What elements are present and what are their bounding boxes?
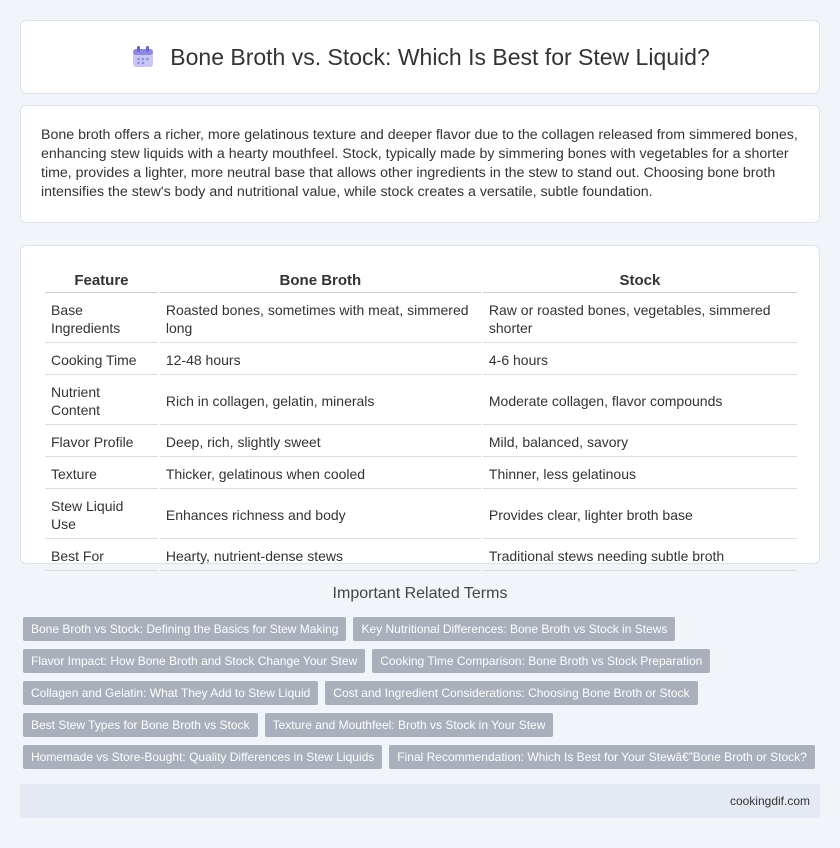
header-bone-broth: Bone Broth — [160, 268, 481, 293]
tag-row — [23, 713, 823, 737]
table-cell: 4-6 hours — [483, 345, 797, 375]
table-cell: 12-48 hours — [160, 345, 481, 375]
table-cell: Texture — [45, 459, 158, 489]
table-row — [45, 377, 797, 425]
tag-row — [23, 681, 823, 705]
header-feature: Feature — [45, 268, 158, 293]
header-stock: Stock — [483, 268, 797, 293]
related-term-link[interactable]: Flavor Impact: How Bone Broth and Stock Change Your Stew — [23, 649, 365, 673]
table-row — [45, 427, 797, 457]
calendar-icon — [130, 44, 156, 70]
table-cell: Nutrient Content — [45, 377, 158, 425]
related-terms-list — [23, 617, 823, 777]
table-row — [45, 345, 797, 375]
table-row — [45, 295, 797, 343]
related-terms-title: Important Related Terms — [332, 585, 508, 602]
tag-row — [23, 617, 823, 641]
table-cell: Thicker, gelatinous when cooled — [160, 459, 481, 489]
table-cell: Roasted bones, sometimes with meat, simmered long — [160, 295, 481, 343]
table-cell: Base Ingredients — [45, 295, 158, 343]
related-term-link[interactable]: Bone Broth vs Stock: Defining the Basics for Stew Making — [23, 617, 346, 641]
table-cell: Rich in collagen, gelatin, minerals — [160, 377, 481, 425]
related-term-link[interactable]: Homemade vs Store-Bought: Quality Differences in Stew Liquids — [23, 745, 382, 769]
related-term-link[interactable]: Texture and Mouthfeel: Broth vs Stock in Your Stew — [265, 713, 554, 737]
table-cell: Best For — [45, 541, 158, 571]
comparison-table-card — [20, 245, 820, 564]
table-cell: Stew Liquid Use — [45, 491, 158, 539]
title-card — [20, 20, 820, 94]
table-cell: Deep, rich, slightly sweet — [160, 427, 481, 457]
related-term-link[interactable]: Cost and Ingredient Considerations: Choosing Bone Broth or Stock — [325, 681, 697, 705]
table-row — [45, 459, 797, 489]
table-row — [45, 491, 797, 539]
related-term-link[interactable]: Collagen and Gelatin: What They Add to Stew Liquid — [23, 681, 318, 705]
table-row — [45, 541, 797, 571]
intro-card — [20, 105, 820, 223]
table-cell: Provides clear, lighter broth base — [483, 491, 797, 539]
table-cell: Enhances richness and body — [160, 491, 481, 539]
tag-row — [23, 649, 823, 673]
related-term-link[interactable]: Final Recommendation: Which Is Best for Your Stewâ€”Bone Broth or Stock? — [389, 745, 815, 769]
table-cell: Hearty, nutrient-dense stews — [160, 541, 481, 571]
table-cell: Flavor Profile — [45, 427, 158, 457]
related-term-link[interactable]: Key Nutritional Differences: Bone Broth vs Stock in Stews — [353, 617, 675, 641]
table-cell: Mild, balanced, savory — [483, 427, 797, 457]
intro-text: Bone broth offers a richer, more gelatinous texture and deeper flavor due to the collagen released from simmered bones, enhancing stew liquids with a hearty mouthfeel. Stock, typically made by simmering bones with vegetables for a shorter time, provides a lighter, more neutral base that allows other ingredients in the stew to stand out. Choosing bone broth intensifies the stew's body and nutritional value, while stock creates a versatile, subtle foundation. — [41, 127, 798, 200]
comparison-table — [43, 266, 799, 573]
footer-site: cookingdif.com — [729, 794, 810, 808]
table-cell: Cooking Time — [45, 345, 158, 375]
page-title: Bone Broth vs. Stock: Which Is Best for Stew Liquid? — [170, 43, 710, 70]
tag-row — [23, 745, 823, 769]
table-header-row — [45, 268, 797, 293]
table-cell: Traditional stews needing subtle broth — [483, 541, 797, 571]
footer — [20, 784, 820, 818]
related-term-link[interactable]: Cooking Time Comparison: Bone Broth vs Stock Preparation — [372, 649, 710, 673]
related-term-link[interactable]: Best Stew Types for Bone Broth vs Stock — [23, 713, 258, 737]
table-cell: Thinner, less gelatinous — [483, 459, 797, 489]
table-cell: Moderate collagen, flavor compounds — [483, 377, 797, 425]
table-cell: Raw or roasted bones, vegetables, simmered shorter — [483, 295, 797, 343]
